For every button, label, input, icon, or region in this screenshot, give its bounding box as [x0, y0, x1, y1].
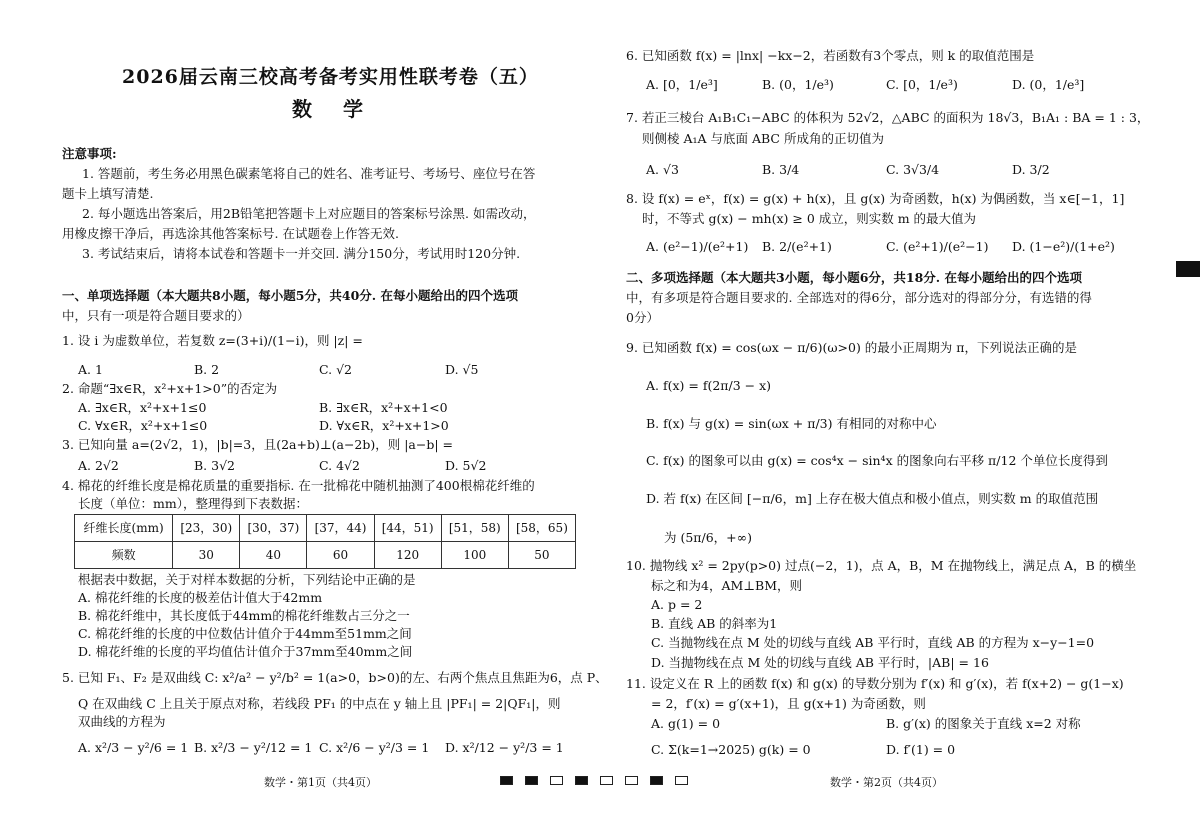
alignment-mark [675, 776, 688, 785]
q8-stem-line2: 时，不等式 g(x) − mh(x) ≥ 0 成立，则实数 m 的最大值为 [642, 211, 977, 226]
table-cell: [51，58) [441, 515, 508, 542]
q3-option-d: D. 5√2 [445, 458, 487, 473]
table-cell: [44，51) [374, 515, 441, 542]
fiber-length-table [74, 514, 576, 569]
q1-option-b: B. 2 [194, 362, 220, 377]
note-line-1: 1. 答题前，考生务必用黑色碳素笔将自己的姓名、准考证号、考场号、座位号在答 [82, 166, 536, 181]
table-row [75, 542, 576, 569]
alignment-mark [600, 776, 613, 785]
q6-option-a: A. [0，1/e³] [646, 77, 718, 92]
table-cell: 40 [240, 542, 307, 569]
alignment-mark [525, 776, 538, 785]
q11-option-a: A. g(1) = 0 [651, 716, 721, 731]
q4-option-b: B. 棉花纤维中，其长度低于44mm的棉花纤维数占三分之一 [78, 608, 410, 623]
q6-stem: 6. 已知函数 f(x) = |lnx| −kx−2，若函数有3个零点，则 k 的取值范围是 [626, 48, 1035, 63]
q3-option-b: B. 3√2 [194, 458, 236, 473]
q1-option-a: A. 1 [78, 362, 103, 377]
note-line-3: 2. 每小题选出答案后，用2B铅笔把答题卡上对应题目的答案标号涂黑. 如需改动， [82, 206, 536, 221]
note-line-4: 用橡皮擦干净后，再选涂其他答案标号. 在试题卷上作答无效. [62, 226, 399, 241]
q1-option-d: D. √5 [445, 362, 479, 377]
q11-option-c: C. Σ(k=1→2025) g(k) = 0 [651, 742, 811, 757]
q10-option-d: D. 当抛物线在点 M 处的切线与直线 AB 平行时，|AB| = 16 [651, 655, 989, 670]
table-cell: 120 [374, 542, 441, 569]
q10-option-b: B. 直线 AB 的斜率为1 [651, 616, 778, 631]
q8-option-b: B. 2/(e²+1) [762, 239, 832, 254]
q9-option-c: C. f(x) 的图象可以由 g(x) = cos⁴x − sin⁴x 的图象向右平移 π/12 个单位长度得到 [646, 453, 1108, 468]
table-cell: [30，37) [240, 515, 307, 542]
q9-stem: 9. 已知函数 f(x) = cos(ωx − π/6)(ω>0) 的最小正周期为 π，下列说法正确的是 [626, 340, 1077, 355]
alignment-mark [625, 776, 638, 785]
q5-stem-line2: Q 在双曲线 C 上且关于原点对称，若线段 PF₁ 的中点在 y 轴上且 |PF₁| = 2|QF₁|，则 [78, 696, 561, 711]
q8-option-a: A. (e²−1)/(e²+1) [646, 239, 749, 254]
section1-heading: 一、单项选择题（本大题共8小题，每小题5分，共40分. 在每小题给出的四个选项 [62, 288, 518, 303]
table-cell: 30 [173, 542, 240, 569]
q8-stem-line1: 8. 设 f(x) = eˣ，f(x) = g(x) + h(x)，且 g(x) 为奇函数，h(x) 为偶函数，当 x∈[−1，1] [626, 191, 1125, 206]
q2-option-c: C. ∀x∈R，x²+x+1≤0 [78, 418, 208, 433]
q6-option-b: B. (0，1/e³) [762, 77, 834, 92]
q2-option-d: D. ∀x∈R，x²+x+1>0 [319, 418, 449, 433]
q5-option-d: D. x²/12 − y²/3 = 1 [445, 740, 564, 755]
q5-stem-line1: 5. 已知 F₁、F₂ 是双曲线 C: x²/a² − y²/b² = 1(a>0，b>0)的左、右两个焦点且焦距为6，点 P、 [62, 670, 608, 685]
q4-option-c: C. 棉花纤维的长度的中位数估计值介于44mm至51mm之间 [78, 626, 412, 641]
q3-option-a: A. 2√2 [78, 458, 119, 473]
q4-stem-line2: 长度（单位：mm），整理得到下表数据： [78, 496, 308, 511]
q5-stem-line3: 双曲线的方程为 [78, 714, 166, 729]
q7-option-a: A. √3 [646, 162, 679, 177]
q5-option-b: B. x²/3 − y²/12 = 1 [194, 740, 313, 755]
section2-heading-cont1: 中，有多项是符合题目要求的. 全部选对的得6分，部分选对的得部分分，有选错的得 [626, 290, 1092, 305]
q10-stem-line1: 10. 抛物线 x² = 2py(p>0) 过点(−2，1)，点 A，B，M 在抛物线上，满足点 A，B 的横坐 [626, 558, 1137, 573]
q11-option-b: B. g′(x) 的图象关于直线 x=2 对称 [886, 716, 1081, 731]
q9-option-b: B. f(x) 与 g(x) = sin(ωx + π/3) 有相同的对称中心 [646, 416, 937, 431]
q8-option-d: D. (1−e²)/(1+e²) [1012, 239, 1115, 254]
page-footer-right: 数学・第2页（共4页） [830, 776, 943, 789]
q5-option-a: A. x²/3 − y²/6 = 1 [78, 740, 189, 755]
q1-stem: 1. 设 i 为虚数单位，若复数 z=(3+i)/(1−i)，则 |z| = [62, 333, 363, 348]
table-cell: [23，30) [173, 515, 240, 542]
q4-option-a: A. 棉花纤维的长度的极差估计值大于42mm [78, 590, 323, 605]
q7-stem-line1: 7. 若正三棱台 A₁B₁C₁−ABC 的体积为 52√2，△ABC 的面积为 18√3，B₁A₁ : BA = 1 : 3， [626, 110, 1150, 125]
q10-option-a: A. p = 2 [651, 597, 703, 612]
q9-option-d-line2: 为 (5π/6，+∞) [664, 530, 752, 545]
table-cell: 60 [307, 542, 374, 569]
section1-heading-cont: 中，只有一项是符合题目要求的） [62, 308, 250, 323]
notes-heading: 注意事项: [62, 146, 117, 161]
table-cell: [37，44) [307, 515, 374, 542]
section2-heading-cont2: 0分） [626, 310, 659, 325]
section2-heading: 二、多项选择题（本大题共3小题，每小题6分，共18分. 在每小题给出的四个选项 [626, 270, 1082, 285]
q7-option-d: D. 3/2 [1012, 162, 1050, 177]
q5-option-c: C. x²/6 − y²/3 = 1 [319, 740, 430, 755]
alignment-mark [575, 776, 588, 785]
subject-title: 数 学 [292, 97, 375, 121]
note-line-5: 3. 考试结束后，请将本试卷和答题卡一并交回. 满分150分，考试用时120分钟. [82, 246, 521, 261]
q2-stem: 2. 命题“∃x∈R，x²+x+1>0”的否定为 [62, 381, 278, 396]
q6-option-d: D. (0，1/e³] [1012, 77, 1085, 92]
q6-option-c: C. [0，1/e³) [886, 77, 958, 92]
table-cell: 频数 [75, 542, 173, 569]
q11-option-d: D. f′(1) = 0 [886, 742, 956, 757]
q1-option-c: C. √2 [319, 362, 352, 377]
q3-option-c: C. 4√2 [319, 458, 360, 473]
table-cell: 100 [441, 542, 508, 569]
q7-stem-line2: 则侧棱 A₁A 与底面 ABC 所成角的正切值为 [642, 131, 884, 146]
page-title: 2026届云南三校高考备考实用性联考卷（五） [122, 66, 539, 88]
table-cell: 纤维长度(mm) [75, 515, 173, 542]
q4-after-table: 根据表中数据，关于对样本数据的分析，下列结论中正确的是 [78, 572, 416, 587]
q8-option-c: C. (e²+1)/(e²−1) [886, 239, 989, 254]
alignment-mark [550, 776, 563, 785]
q9-option-d-line1: D. 若 f(x) 在区间 [−π/6，m] 上存在极大值点和极小值点，则实数 m 的取值范围 [646, 491, 1099, 506]
q10-stem-line2: 标之和为4，AM⊥BM，则 [651, 578, 803, 593]
q9-option-a: A. f(x) = f(2π/3 − x) [646, 378, 772, 393]
q7-option-c: C. 3√3/4 [886, 162, 940, 177]
edge-marker [1176, 261, 1200, 277]
note-line-2: 题卡上填写清楚. [62, 186, 154, 201]
q7-option-b: B. 3/4 [762, 162, 800, 177]
q11-stem-line2: = 2，f′(x) = g′(x+1)，且 g(x+1) 为奇函数，则 [651, 696, 926, 711]
table-cell: [58，65) [508, 515, 575, 542]
q2-option-b: B. ∃x∈R，x²+x+1<0 [319, 400, 448, 415]
q3-stem: 3. 已知向量 a=(2√2，1)，|b|=3，且(2a+b)⊥(a−2b)，则 |a−b| = [62, 437, 454, 452]
q4-stem-line1: 4. 棉花的纤维长度是棉花质量的重要指标. 在一批棉花中随机抽测了400根棉花纤维的 [62, 478, 535, 493]
q10-option-c: C. 当抛物线在点 M 处的切线与直线 AB 平行时，直线 AB 的方程为 x−y−1=0 [651, 635, 1095, 650]
q4-option-d: D. 棉花纤维的长度的平均值估计值介于37mm至40mm之间 [78, 644, 413, 659]
page-footer-left: 数学・第1页（共4页） [264, 776, 377, 789]
q2-option-a: A. ∃x∈R，x²+x+1≤0 [78, 400, 207, 415]
table-row [75, 515, 576, 542]
alignment-mark [500, 776, 513, 785]
alignment-mark [650, 776, 663, 785]
q11-stem-line1: 11. 设定义在 R 上的函数 f(x) 和 g(x) 的导数分别为 f′(x) 和 g′(x)，若 f(x+2) − g(1−x) [626, 676, 1124, 691]
table-cell: 50 [508, 542, 575, 569]
